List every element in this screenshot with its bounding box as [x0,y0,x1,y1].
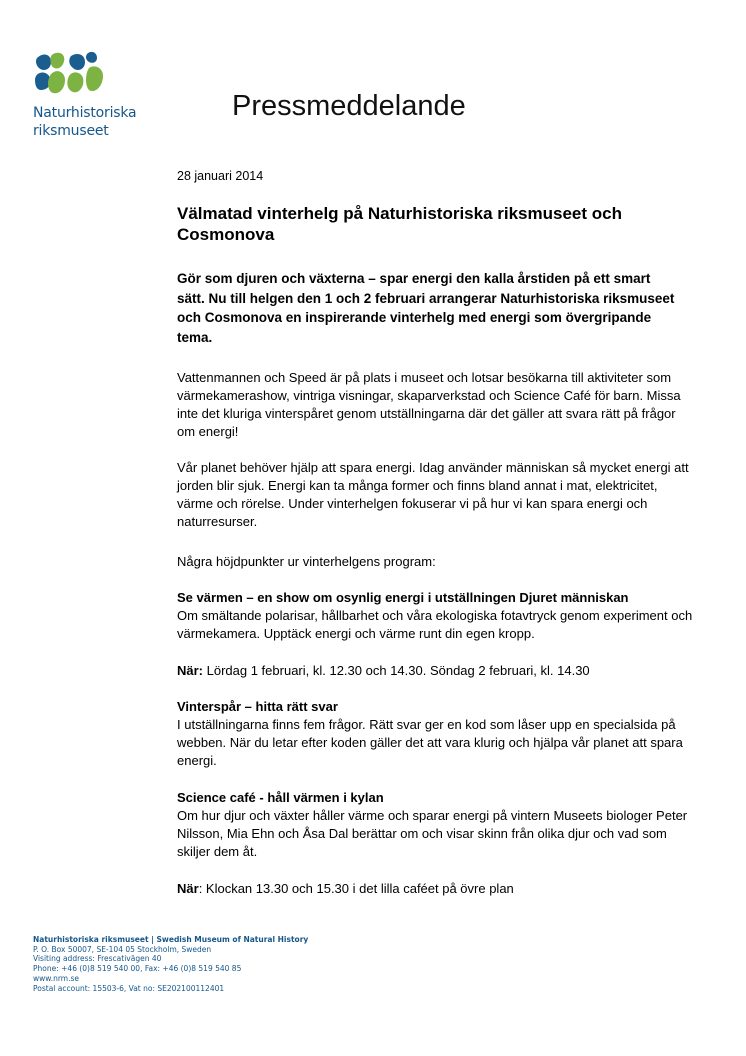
program-trail-heading: Vinterspår – hitta rätt svar [177,699,338,714]
press-date: 28 januari 2014 [177,169,264,183]
program-cafe-when-text: : Klockan 13.30 och 15.30 i det lilla caféet på övre plan [198,881,514,896]
program-trail-text: I utställningarna finns fem frågor. Rätt svar ger en kod som låser upp en specialsida på webben. När du letar efter koden gäller det att vara klurig och hjälpa vår planet att spara energi. [177,717,683,768]
program-cafe-heading: Science café - håll värmen i kylan [177,790,384,805]
program-cafe [177,789,697,861]
paragraph-highlights: Några höjdpunkter ur vinterhelgens program: [177,554,436,569]
paragraph-energy: Vår planet behöver hjälp att spara energi. Idag använder människan så mycket energi att jorden blir sjuk. Energi kan ta många former och finns bland annat i mat, elektricitet, värme och rörelse. Under vinterhelgen fokuserar vi på hur vi kan spara energi och naturresurser. [177,460,689,529]
document-type-heading: Pressmeddelande [232,90,466,122]
program-show-when [177,662,697,680]
footer-address: P. O. Box 50007, SE-104 05 Stockholm, Sweden [33,944,212,954]
press-lede: Gör som djuren och växterna – spar energi den kalla årstiden på ett smart sätt. Nu till helgen den 1 och 2 februari arrangerar Naturhistoriska riksmuseet och Cosmonova en inspirerande vinterhelg med energi som övergripande tema. [177,271,675,345]
program-cafe-text: Om hur djur och växter håller värme och sparar energi på vintern Museets biologer Peter Nilsson, Mia Ehn och Åsa Dal berättar om och visar skinn från olika djur och vad som skiljer dem åt. [177,808,688,859]
footer-visiting: Visiting address: Frescativägen 40 [33,954,162,964]
footer-phone: Phone: +46 (0)8 519 540 00, Fax: +46 (0)8 519 540 85 [33,964,242,974]
paragraph-intro: Vattenmannen och Speed är på plats i museet och lotsar besökarna till aktiviteter som värmekamerashow, vintriga visningar, skaparverkstad och Science Café för barn. Missa inte det kluriga vinterspåret genom utställningarna där det gäller att svara rätt på frågor om energi! [177,370,681,439]
museum-logo [33,50,153,138]
footer-web: www.nrm.se [33,973,80,983]
program-cafe-when-label: När [177,881,199,896]
logo-mark-icon [33,50,105,102]
program-trail [177,698,697,770]
program-show-text: Om smältande polarisar, hållbarhet och våra ekologiska fotavtryck genom experiment och värmekamera. Upptäck energi och värme runt din egen kropp. [177,608,693,641]
press-title: Välmatad vinterhelg på Naturhistoriska riksmuseet och Cosmonova [177,204,622,244]
footer-postal: Postal account: 15503-6, Vat no: SE202100112401 [33,983,225,993]
program-show-when-text: Lördag 1 februari, kl. 12.30 och 14.30. Söndag 2 februari, kl. 14.30 [203,663,590,678]
program-show-heading: Se värmen – en show om osynlig energi i utställningen Djuret människan [177,590,629,605]
footer-org: Naturhistoriska riksmuseet | Swedish Museum of Natural History [33,935,309,944]
logo-text-line1: Naturhistoriska [33,105,137,121]
program-show [177,589,697,643]
logo-text-line2: riksmuseet [33,123,109,139]
footer-contact [33,935,433,993]
program-show-when-label: När: [177,663,204,678]
program-cafe-when [177,880,697,898]
